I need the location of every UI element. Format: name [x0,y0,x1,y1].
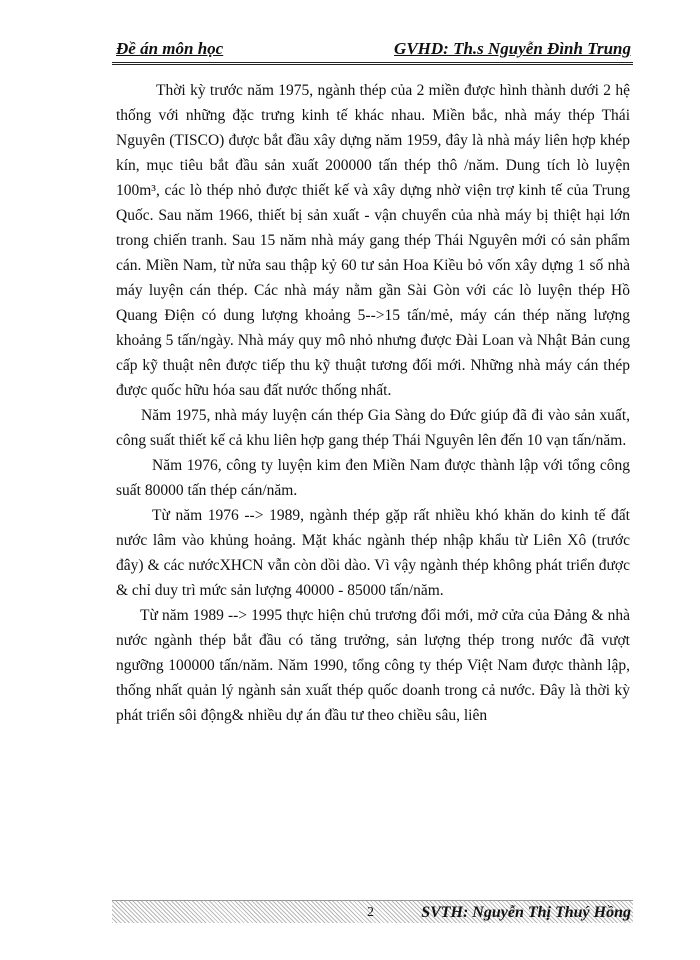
paragraph: Từ năm 1989 --> 1995 thực hiện chủ trương đổi mới, mở cửa của Đảng & nhà nước ngành thép bắt đầu có tăng trưởng, sản lượng thép trong nước đã vượt ngưỡng 100000 tấn/năm. Năm 1990, tổng công ty thép Việt Nam được thành lập, thống nhất quản lý ngành sản xuất thép quốc doanh trong cả nước. Đây là thời kỳ phát triển sôi động& nhiều dự án đầu tư theo chiều sâu, liên [116,607,630,724]
page-footer [112,900,633,923]
paragraph: Thời kỳ trước năm 1975, ngành thép của 2 miền được hình thành dưới 2 hệ thống với những đặc trưng kinh tế khác nhau. Miền bắc, nhà máy thép Thái Nguyên (TISCO) được bắt đầu xây dựng năm 1959, đây là nhà máy liên hợp khép kín, mục tiêu bắt đầu sản xuất 200000 tấn thép thô /năm. Dung tích lò luyện 100m³, các lò thép nhỏ được thiết kế và xây dựng nhờ viện trợ kinh tế của Trung Quốc. Sau năm 1966, thiết bị sản xuất - vận chuyển của nhà máy bị thiệt hại lớn trong chiến tranh. Sau 15 năm nhà máy gang thép Thái Nguyên mới có sản phẩm cán. Miền Nam, từ nửa sau thập kỷ 60 tư sản Hoa Kiều bỏ vốn xây dựng 1 số nhà máy luyện cán thép. Các nhà máy nằm gần Sài Gòn với các lò luyện thép Hồ Quang Điện có dung lượng khoảng 5-->15 tấn/mẻ, máy cán thép năng lượng khoảng 5 tấn/ngày. Nhà máy quy mô nhỏ nhưng được Đài Loan và Nhật Bản cung cấp kỹ thuật nên được tiếp thu kỹ thuật tương đối mới. Những nhà máy cán thép được quốc hữu hóa sau đất nước thống nhất. [116,82,630,399]
paragraph: Năm 1976, công ty luyện kim đen Miền Nam được thành lập với tổng công suất 80000 tấn thép cán/năm. [116,457,630,499]
header-supervisor: GVHD: Th.s Nguyễn Đình Trung [394,39,631,58]
paragraph: Năm 1975, nhà máy luyện cán thép Gia Sàng do Đức giúp đã đi vào sản xuất, công suất thiết kế cả khu liên hợp gang thép Thái Nguyên lên đến 10 vạn tấn/năm. [116,407,630,449]
document-body [116,78,630,728]
page-number: 2 [367,905,374,920]
header-course-title: Đề án môn học [116,39,224,58]
footer-student-name: SVTH: Nguyễn Thị Thuý Hồng [421,904,631,921]
paragraph: Từ năm 1976 --> 1989, ngành thép gặp rất nhiều khó khăn do kinh tế đất nước lâm vào khủng hoảng. Mặt khác ngành thép nhập khẩu từ Liên Xô (trước đây) & các nướcXHCN vẫn còn dồi dào. Vì vậy ngành thép không phát triển được & chỉ duy trì mức sản lượng 40000 - 85000 tấn/năm. [116,507,630,599]
page-header [112,38,633,65]
